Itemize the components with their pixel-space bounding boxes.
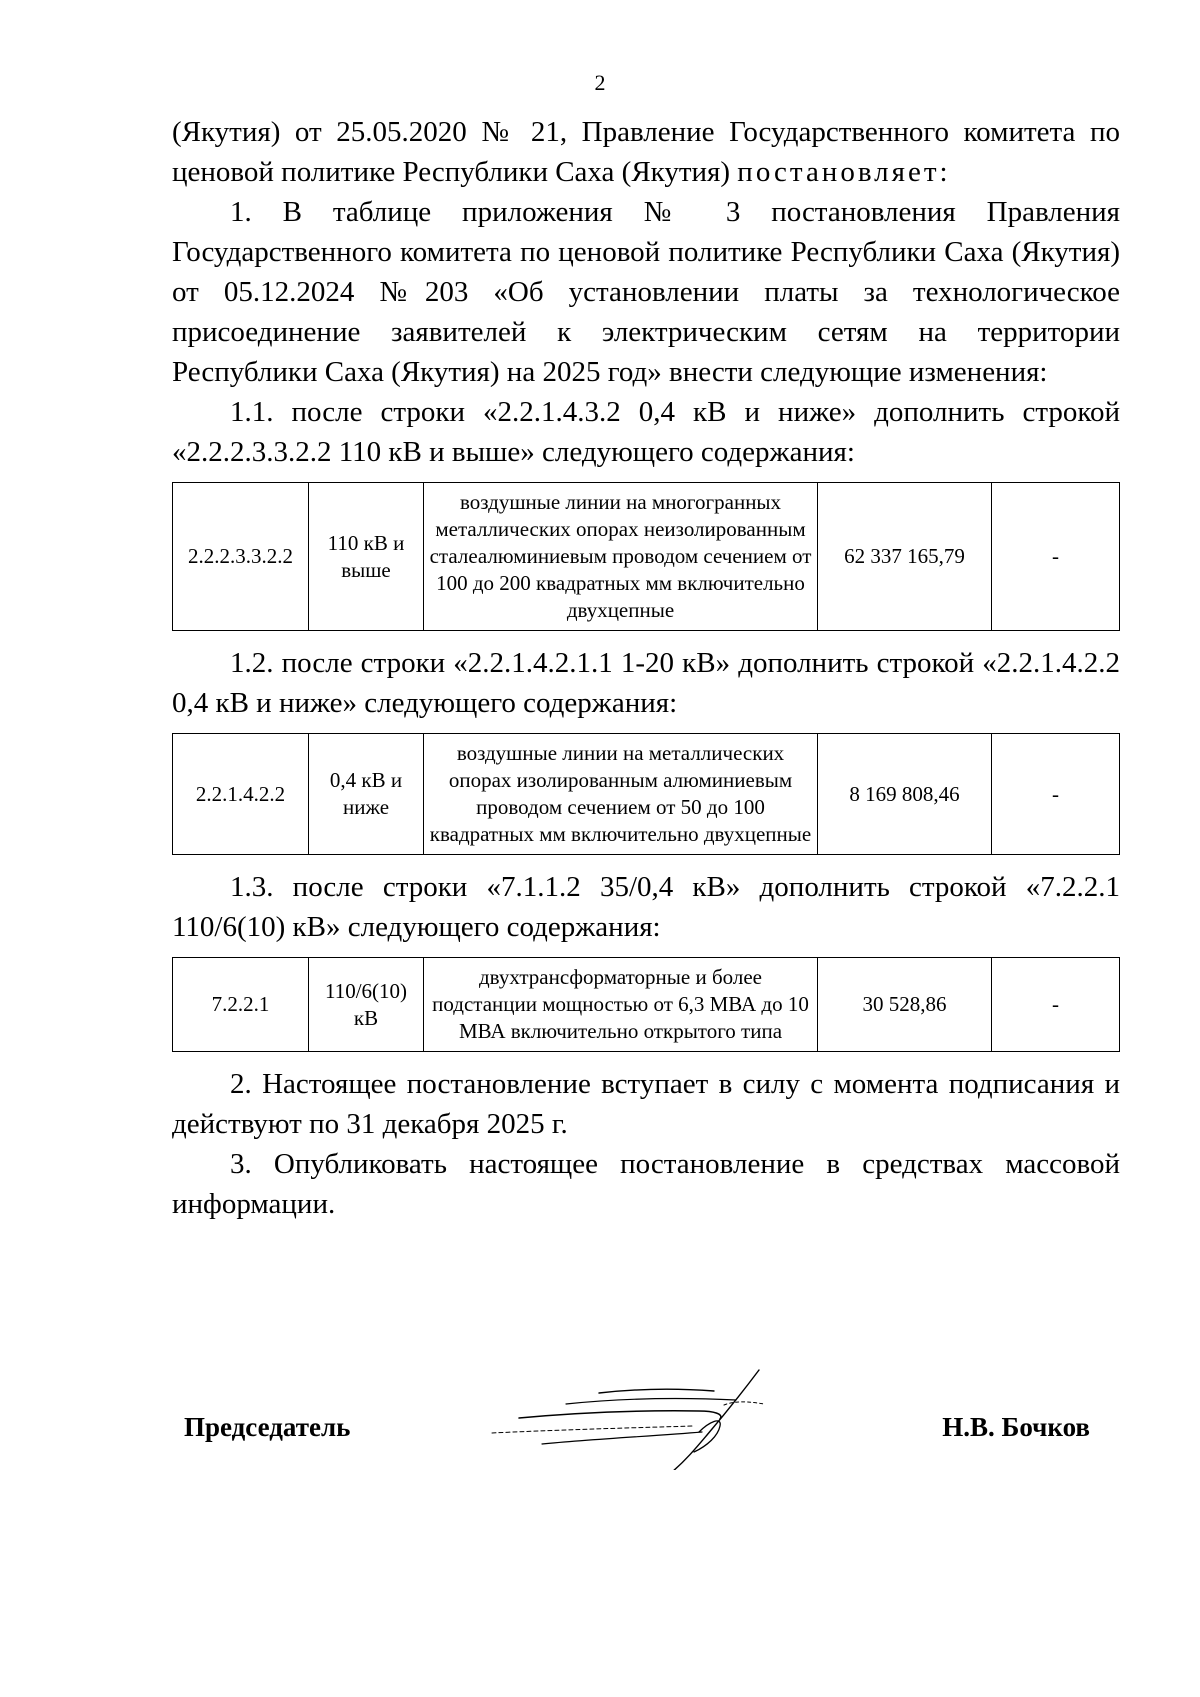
signature-block	[184, 1360, 1120, 1480]
amendment-table-3	[172, 957, 1120, 1052]
item-2-paragraph: 2. Настоящее постановление вступает в силу с момента подписания и действуют по 31 декабря 2025 г.	[172, 1068, 1120, 1140]
document-body	[172, 112, 1120, 1224]
intro-text: (Якутия) от 25.05.2020 № 21, Правление Государственного комитета по ценовой политике Республики Саха (Якутия)	[172, 116, 1120, 188]
row-code: 2.2.2.3.3.2.2	[173, 483, 309, 631]
row-price: 8 169 808,46	[818, 734, 992, 855]
signatory-title: Председатель	[184, 1412, 351, 1442]
row-price: 30 528,86	[818, 958, 992, 1052]
row-description: воздушные линии на металлических опорах изолированным алюминиевым проводом сечением от 50 до 100 квадратных мм включительно двухцепные	[424, 734, 818, 855]
row-description: воздушные линии на многогранных металлических опорах неизолированным сталеалюминиевым проводом сечением от 100 до 200 квадратных мм включительно двухцепные	[424, 483, 818, 631]
amendment-table-2	[172, 733, 1120, 855]
handwritten-signature	[474, 1360, 774, 1470]
row-price: 62 337 165,79	[818, 483, 992, 631]
item-3-paragraph: 3. Опубликовать настоящее постановление в средствах массовой информации.	[172, 1148, 1120, 1220]
row-voltage: 110 кВ и выше	[309, 483, 424, 631]
row-voltage: 0,4 кВ и ниже	[309, 734, 424, 855]
row-extra: -	[992, 734, 1120, 855]
intro-colon: :	[939, 156, 948, 188]
row-code: 2.2.1.4.2.2	[173, 734, 309, 855]
item-1-3-paragraph: 1.3. после строки «7.1.1.2 35/0,4 кВ» дополнить строкой «7.2.2.1 110/6(10) кВ» следующего содержания:	[172, 871, 1120, 943]
item-1-2-paragraph: 1.2. после строки «2.2.1.4.2.1.1 1-20 кВ» дополнить строкой «2.2.1.4.2.2 0,4 кВ и ниже» следующего содержания:	[172, 647, 1120, 719]
row-extra: -	[992, 483, 1120, 631]
intro-paragraph	[172, 112, 1120, 192]
item-1-1-paragraph: 1.1. после строки «2.2.1.4.3.2 0,4 кВ и ниже» дополнить строкой «2.2.2.3.3.2.2 110 кВ и выше» следующего содержания:	[172, 396, 1120, 468]
row-voltage: 110/6(10) кВ	[309, 958, 424, 1052]
table-row	[173, 734, 1120, 855]
row-extra: -	[992, 958, 1120, 1052]
page-number: 2	[594, 70, 606, 95]
table-row	[173, 958, 1120, 1052]
intro-verb: постановляет	[737, 156, 940, 188]
item-1-first-line: 1. В таблице приложения № 3 постановления Правления	[230, 196, 1120, 228]
table-row	[173, 483, 1120, 631]
row-code: 7.2.2.1	[173, 958, 309, 1052]
item-1-paragraph: Государственного комитета по ценовой политике Республики Саха (Якутия) от 05.12.2024 №203 «Об установлении платы за технологическое присоединение заявителей к электрическим сетям на территории Республики Саха (Якутия) на 2025 год» внести следующие изменения:	[172, 236, 1120, 388]
amendment-table-1	[172, 482, 1120, 631]
row-description: двухтрансформаторные и более подстанции мощностью от 6,3 МВА до 10 МВА включительно открытого типа	[424, 958, 818, 1052]
signatory-name: Н.В. Бочков	[942, 1412, 1090, 1442]
